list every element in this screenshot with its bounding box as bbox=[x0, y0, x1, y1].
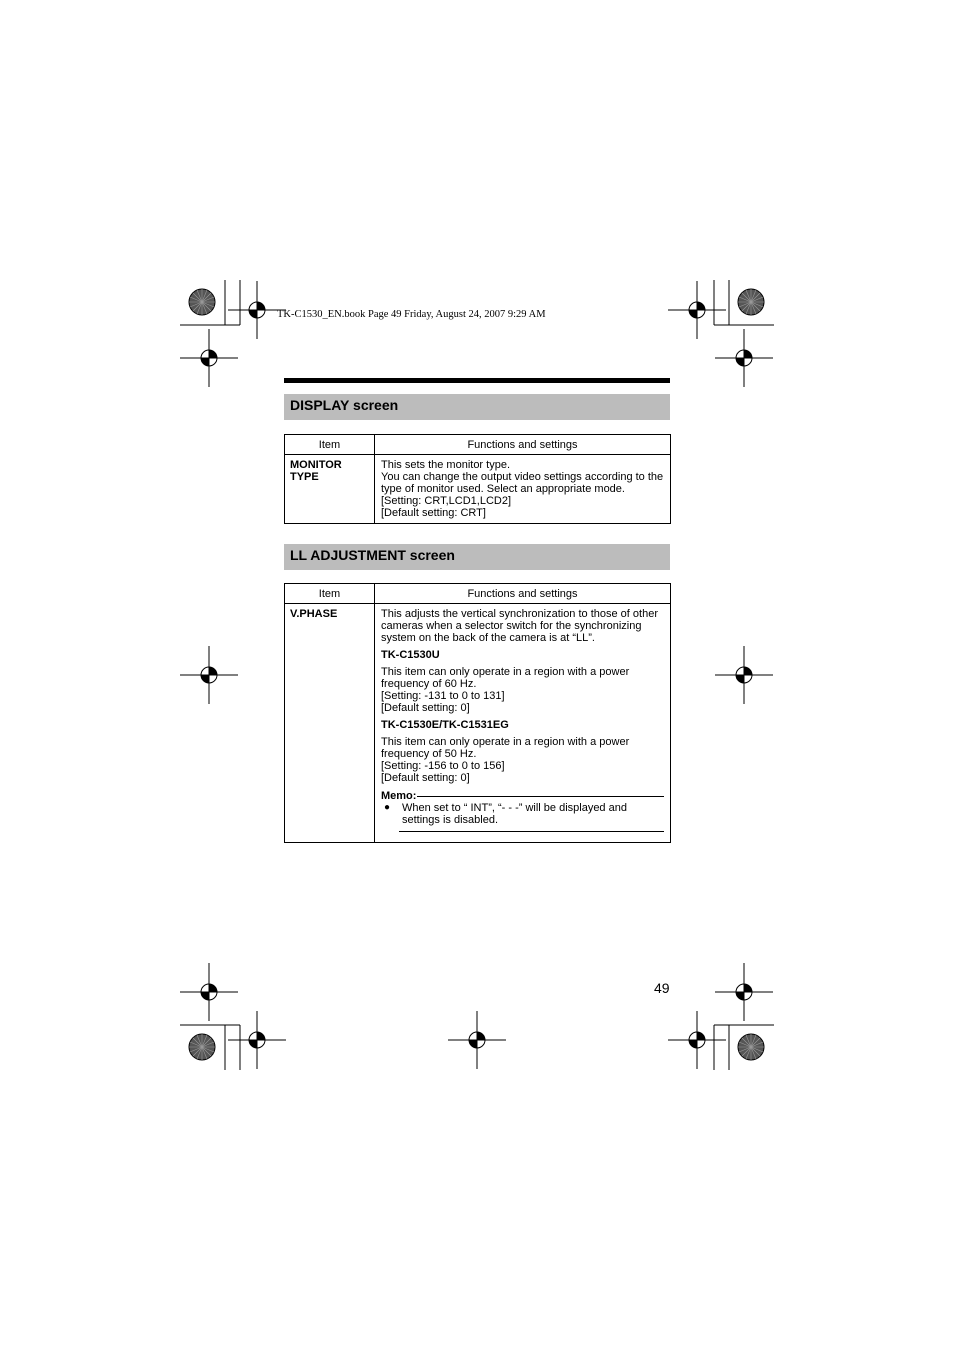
model-heading: TK-C1530E/TK-C1531EG bbox=[381, 719, 509, 731]
description-intro: This adjusts the vertical synchronization to those of other cameras when a selector switch for the synchronizing system on the back of the camera is at “LL”. bbox=[381, 608, 658, 644]
item-name: V.PHASE bbox=[285, 604, 375, 843]
display-settings-table bbox=[284, 434, 671, 524]
registration-mark-icon bbox=[180, 329, 238, 387]
item-description bbox=[375, 455, 671, 524]
section-heading-display bbox=[284, 394, 670, 420]
section-title: LL ADJUSTMENT screen bbox=[290, 547, 455, 563]
description-line: You can change the output video settings according to the type of monitor used. Select an appropriate mode. bbox=[381, 471, 664, 495]
memo-text: When set to “ INT”, “- - -” will be displayed and settings is disabled. bbox=[402, 802, 627, 826]
table-header-row bbox=[285, 584, 671, 604]
memo-divider bbox=[417, 796, 664, 797]
default-setting: [Default setting: CRT] bbox=[381, 507, 486, 519]
registration-mark-icon bbox=[180, 646, 238, 704]
table-row bbox=[285, 604, 671, 843]
memo-heading bbox=[381, 790, 664, 802]
description-line: This sets the monitor type. bbox=[381, 459, 510, 471]
registration-mark-icon bbox=[715, 646, 773, 704]
print-info-header: TK-C1530_EN.book Page 49 Friday, August 24, 2007 9:29 AM bbox=[277, 309, 546, 320]
color-bar-icon bbox=[738, 289, 764, 315]
registration-mark-icon bbox=[715, 329, 773, 387]
registration-mark-icon bbox=[228, 1011, 286, 1069]
bullet-icon: ● bbox=[384, 802, 391, 813]
top-rule bbox=[284, 378, 670, 383]
column-header-item: Item bbox=[285, 435, 375, 455]
model-text: This item can only operate in a region with a power frequency of 60 Hz. bbox=[381, 666, 630, 690]
model-heading: TK-C1530U bbox=[381, 649, 440, 661]
column-header-item: Item bbox=[285, 584, 375, 604]
registration-mark-icon bbox=[668, 1011, 726, 1069]
registration-mark-icon bbox=[180, 963, 238, 1021]
color-bar-icon bbox=[189, 289, 215, 315]
memo-list-item bbox=[381, 802, 664, 826]
registration-mark-icon bbox=[668, 281, 726, 339]
setting-range: [Setting: -156 to 0 to 156] bbox=[381, 760, 505, 772]
column-header-functions: Functions and settings bbox=[375, 435, 671, 455]
page-number: 49 bbox=[654, 980, 670, 996]
table-header-row bbox=[285, 435, 671, 455]
default-setting: [Default setting: 0] bbox=[381, 772, 470, 784]
setting-range: [Setting: CRT,LCD1,LCD2] bbox=[381, 495, 512, 507]
section-title: DISPLAY screen bbox=[290, 397, 399, 413]
memo-title: Memo: bbox=[381, 790, 417, 802]
section-heading-ll-adjustment bbox=[284, 544, 670, 570]
column-header-functions: Functions and settings bbox=[375, 584, 671, 604]
default-setting: [Default setting: 0] bbox=[381, 702, 470, 714]
color-bar-icon bbox=[738, 1034, 764, 1060]
ll-adjustment-table bbox=[284, 583, 671, 843]
model-text: This item can only operate in a region with a power frequency of 50 Hz. bbox=[381, 736, 630, 760]
setting-range: [Setting: -131 to 0 to 131] bbox=[381, 690, 505, 702]
table-row bbox=[285, 455, 671, 524]
color-bar-icon bbox=[189, 1034, 215, 1060]
registration-mark-icon bbox=[448, 1011, 506, 1069]
memo-end-rule bbox=[399, 831, 664, 832]
item-name: MONITOR TYPE bbox=[285, 455, 375, 524]
item-description bbox=[375, 604, 671, 843]
registration-mark-icon bbox=[715, 963, 773, 1021]
